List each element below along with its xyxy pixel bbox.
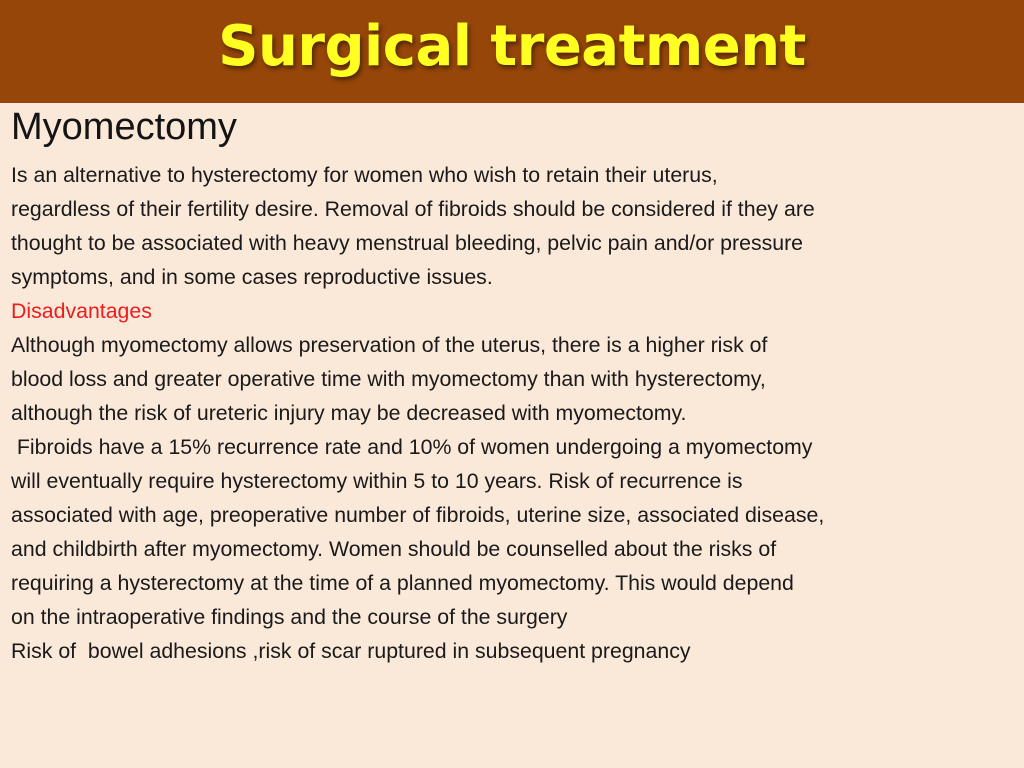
- text-line: Fibroids have a 15% recurrence rate and 10% of women undergoing a myomectomy: [11, 435, 813, 459]
- text-line: although the risk of ureteric injury may be decreased with myomectomy.: [11, 401, 687, 425]
- text-line: regardless of their fertility desire. Removal of fibroids should be considered if they are: [11, 197, 815, 221]
- text-line: on the intraoperative findings and the course of the surgery: [11, 605, 568, 629]
- text-line: blood loss and greater operative time with myomectomy than with hysterectomy,: [11, 367, 766, 391]
- text-line: Although myomectomy allows preservation of the uterus, there is a higher risk of: [11, 333, 768, 357]
- text-line: and childbirth after myomectomy. Women should be counselled about the risks of: [11, 537, 777, 561]
- title-bar: [0, 0, 1024, 103]
- text-line: will eventually require hysterectomy within 5 to 10 years. Risk of recurrence is: [11, 469, 743, 493]
- slide-title: Surgical treatment: [218, 13, 806, 79]
- disadvantages-label: Disadvantages: [11, 299, 152, 323]
- slide-content: [11, 104, 1016, 668]
- section-heading: Myomectomy: [11, 106, 237, 148]
- intro-paragraph: [11, 158, 1016, 294]
- disadvantages-body: [11, 328, 1016, 668]
- text-line: associated with age, preoperative number of fibroids, uterine size, associated disease,: [11, 503, 825, 527]
- text-line: symptoms, and in some cases reproductive issues.: [11, 265, 493, 289]
- text-line: Is an alternative to hysterectomy for women who wish to retain their uterus,: [11, 163, 718, 187]
- text-line: thought to be associated with heavy menstrual bleeding, pelvic pain and/or pressure: [11, 231, 804, 255]
- text-line: Risk of bowel adhesions ,risk of scar ruptured in subsequent pregnancy: [11, 639, 691, 663]
- text-line: requiring a hysterectomy at the time of a planned myomectomy. This would depend: [11, 571, 794, 595]
